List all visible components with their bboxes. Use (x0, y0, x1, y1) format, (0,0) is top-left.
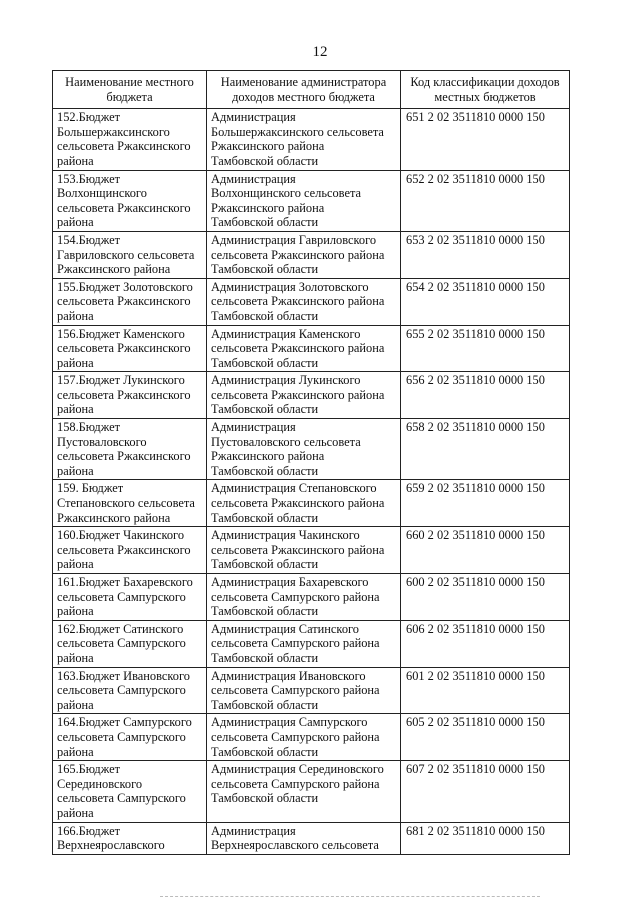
administrator-cell-text: Администрация Ивановского сельсовета Сампурского района Тамбовской области (211, 668, 380, 712)
budget-name-cell-text: 164.Бюджет Сампурского сельсовета Сампурского района (57, 715, 192, 759)
budget-name-cell (53, 109, 207, 170)
budget-name-cell (53, 419, 207, 480)
budget-name-cell-text: 152.Бюджет Большержаксинского сельсовета Ржаксинского района (57, 110, 191, 168)
table-row (53, 109, 570, 170)
budget-name-cell-text: 166.Бюджет Верхнеярославского (57, 823, 165, 853)
administrator-cell (207, 761, 401, 822)
header-administrator-name-text: Наименование администратора доходов местного бюджета (220, 75, 387, 104)
classification-code-cell-text: 606 2 02 3511810 0000 150 (406, 621, 545, 636)
classification-code-cell-text: 607 2 02 3511810 0000 150 (406, 762, 545, 777)
administrator-cell (207, 667, 401, 714)
classification-code-cell-text: 653 2 02 3511810 0000 150 (406, 232, 545, 247)
budget-name-cell-text: 160.Бюджет Чакинского сельсовета Ржаксинского района (57, 528, 191, 572)
table-row (53, 527, 570, 574)
budget-name-cell (53, 761, 207, 822)
budget-name-cell (53, 325, 207, 372)
administrator-cell-text: Администрация Серединовского сельсовета Сампурского района Тамбовской области (211, 762, 384, 806)
table-row (53, 419, 570, 480)
classification-code-cell-text: 651 2 02 3511810 0000 150 (406, 110, 545, 125)
classification-code-cell (401, 667, 570, 714)
administrator-cell (207, 278, 401, 325)
budget-name-cell (53, 714, 207, 761)
budget-name-cell-text: 154.Бюджет Гавриловского сельсовета Ржаксинского района (57, 232, 195, 277)
administrator-cell-text: Администрация Степановского сельсовета Ржаксинского района Тамбовской области (211, 481, 385, 525)
budget-name-cell (53, 480, 207, 527)
administrator-cell-text: Администрация Верхнеярославского сельсовета (211, 823, 379, 853)
table-row (53, 620, 570, 667)
budget-name-cell-text: 158.Бюджет Пустоваловского сельсовета Ржаксинского района (57, 420, 191, 478)
administrator-cell-text: Администрация Каменского сельсовета Ржаксинского района Тамбовской области (211, 326, 385, 370)
administrator-cell-text: Администрация Большержаксинского сельсовета Ржаксинского района Тамбовской области (211, 110, 384, 168)
administrator-cell-text: Администрация Пустоваловского сельсовета Ржаксинского района Тамбовской области (211, 420, 361, 478)
header-budget-name-text: Наименование местного бюджета (65, 75, 194, 104)
table-header (53, 71, 570, 109)
classification-code-cell (401, 278, 570, 325)
classification-code-cell-text: 659 2 02 3511810 0000 150 (406, 481, 545, 496)
table-row (53, 170, 570, 231)
administrator-cell (207, 480, 401, 527)
administrator-cell (207, 822, 401, 854)
page-number: 12 (312, 44, 328, 60)
administrator-cell-text: Администрация Сампурского сельсовета Сампурского района Тамбовской области (211, 715, 380, 759)
table-row (53, 278, 570, 325)
classification-code-cell (401, 480, 570, 527)
header-classification-code-text: Код классификации доходов местных бюджетов (410, 75, 560, 104)
classification-code-cell-text: 656 2 02 3511810 0000 150 (406, 373, 545, 388)
administrator-cell (207, 574, 401, 621)
classification-code-cell (401, 372, 570, 419)
table-row (53, 714, 570, 761)
classification-code-cell (401, 527, 570, 574)
table-row (53, 480, 570, 527)
administrator-cell (207, 419, 401, 480)
administrator-cell-text: Администрация Волхонщинского сельсовета Ржаксинского района Тамбовской области (211, 171, 362, 230)
budget-name-cell-text: 162.Бюджет Сатинского сельсовета Сампурского района (57, 621, 186, 665)
budget-name-cell-text: 155.Бюджет Золотовского сельсовета Ржаксинского района (57, 279, 193, 323)
table-row (53, 667, 570, 714)
budget-name-cell (53, 231, 207, 278)
budget-name-cell (53, 667, 207, 714)
administrator-cell-text: Администрация Золотовского сельсовета Ржаксинского района Тамбовской области (211, 279, 385, 323)
classification-code-cell-text: 600 2 02 3511810 0000 150 (406, 575, 545, 589)
budget-name-cell (53, 527, 207, 574)
table-row (53, 325, 570, 372)
administrator-cell (207, 620, 401, 667)
administrator-cell (207, 325, 401, 372)
table-row (53, 761, 570, 822)
table-row (53, 372, 570, 419)
header-administrator-name (207, 71, 401, 109)
classification-code-cell-text: 655 2 02 3511810 0000 150 (406, 326, 545, 341)
classification-code-cell-text: 654 2 02 3511810 0000 150 (406, 279, 545, 294)
budget-name-cell (53, 372, 207, 419)
classification-code-cell-text: 658 2 02 3511810 0000 150 (406, 420, 545, 435)
classification-code-cell-text: 601 2 02 3511810 0000 150 (406, 668, 545, 683)
header-row (53, 71, 570, 109)
budget-name-cell-text: 156.Бюджет Каменского сельсовета Ржаксинского района (57, 326, 191, 370)
classification-code-cell (401, 231, 570, 278)
classification-code-cell (401, 761, 570, 822)
budget-name-cell-text: 157.Бюджет Лукинского сельсовета Ржаксинского района (57, 373, 191, 417)
classification-code-cell (401, 714, 570, 761)
table-body (53, 109, 570, 855)
classification-code-cell (401, 574, 570, 621)
administrator-cell (207, 714, 401, 761)
budget-name-cell-text: 153.Бюджет Волхонщинского сельсовета Ржаксинского района (57, 171, 191, 230)
administrator-cell (207, 170, 401, 231)
administrator-cell-text: Администрация Чакинского сельсовета Ржаксинского района Тамбовской области (211, 528, 385, 572)
budget-name-cell (53, 620, 207, 667)
classification-code-cell (401, 822, 570, 854)
classification-code-cell-text: 605 2 02 3511810 0000 150 (406, 715, 545, 730)
table-row (53, 231, 570, 278)
administrator-cell (207, 372, 401, 419)
administrator-cell-text: Администрация Гавриловского сельсовета Ржаксинского района Тамбовской области (211, 232, 385, 277)
budget-name-cell-text: 165.Бюджет Серединовского сельсовета Сампурского района (57, 762, 186, 820)
classification-code-cell-text: 660 2 02 3511810 0000 150 (406, 528, 545, 543)
administrator-cell-text: Администрация Лукинского сельсовета Ржаксинского района Тамбовской области (211, 373, 385, 417)
budget-name-cell-text: 159. Бюджет Степановского сельсовета Ржаксинского района (57, 481, 195, 525)
header-budget-name (53, 71, 207, 109)
classification-code-cell (401, 325, 570, 372)
classification-code-cell (401, 419, 570, 480)
budget-name-cell-text: 163.Бюджет Ивановского сельсовета Сампурского района (57, 668, 190, 712)
classification-code-cell (401, 620, 570, 667)
administrator-cell (207, 231, 401, 278)
budget-name-cell (53, 822, 207, 854)
budget-table (52, 70, 570, 855)
budget-name-cell-text: 161.Бюджет Бахаревского сельсовета Сампурского района (57, 575, 193, 619)
classification-code-cell (401, 109, 570, 170)
header-classification-code (401, 71, 570, 109)
classification-code-cell-text: 652 2 02 3511810 0000 150 (406, 171, 545, 186)
table-row (53, 574, 570, 621)
budget-name-cell (53, 278, 207, 325)
budget-name-cell (53, 574, 207, 621)
administrator-cell-text: Администрация Бахаревского сельсовета Сампурского района Тамбовской области (211, 575, 380, 619)
administrator-cell (207, 109, 401, 170)
classification-code-cell-text: 681 2 02 3511810 0000 150 (406, 823, 545, 838)
administrator-cell-text: Администрация Сатинского сельсовета Сампурского района Тамбовской области (211, 621, 380, 665)
administrator-cell (207, 527, 401, 574)
classification-code-cell (401, 170, 570, 231)
budget-name-cell (53, 170, 207, 231)
table-row (53, 822, 570, 854)
scan-artifact (160, 896, 540, 899)
